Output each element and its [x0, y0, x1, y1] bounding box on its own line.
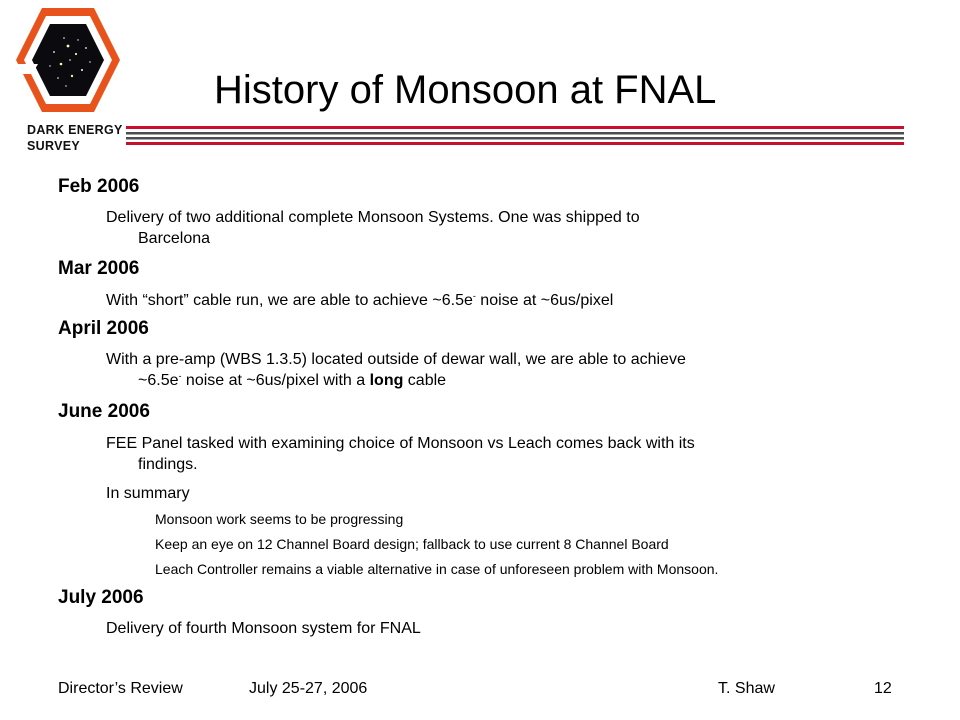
footer-event: Director’s Review [58, 680, 183, 697]
footer-author: T. Shaw [718, 680, 775, 697]
bullet-july-2006: Delivery of fourth Monsoon system for FNAL [106, 620, 421, 637]
section-heading-june-2006: June 2006 [58, 401, 150, 422]
dark-energy-survey-logo [6, 4, 124, 116]
bullet-mar-2006 [106, 290, 906, 311]
bullet-fragment: ~6.5e [138, 372, 179, 389]
section-heading-july-2006: July 2006 [58, 587, 144, 608]
logo-wordmark [27, 122, 123, 154]
section-heading-feb-2006: Feb 2006 [58, 176, 140, 197]
bullet-fragment: cable [403, 372, 447, 389]
logo-line-2: SURVEY [27, 139, 80, 153]
bullet-text-end: noise at ~6us/pixel [475, 292, 614, 309]
superscript-minus: - [472, 291, 476, 301]
bullet-april-2006 [106, 349, 906, 391]
bullet-feb-2006 [106, 207, 906, 249]
footer-date: July 25-27, 2006 [249, 680, 368, 697]
sub-bullet-leach-controller: Leach Controller remains a viable alternative in case of unforeseen problem with Monsoon. [155, 561, 719, 577]
bullet-text: FEE Panel tasked with examining choice of Monsoon vs Leach comes back with its [106, 435, 695, 452]
bullet-text-continued [106, 370, 906, 391]
bullet-fragment: noise at ~6us/pixel with a [181, 372, 370, 389]
bullet-text: With “short” cable run, we are able to achieve ~6.5e [106, 292, 473, 309]
bullet-text: Delivery of two additional complete Monsoon Systems. One was shipped to [106, 209, 640, 226]
sub-bullet-monsoon-progress: Monsoon work seems to be progressing [155, 511, 404, 527]
bullet-text-continued: findings. [138, 456, 198, 473]
header-rule [126, 125, 904, 147]
bullet-june-2006 [106, 433, 906, 475]
bullet-text-continued: Barcelona [138, 230, 211, 247]
superscript-minus: - [178, 371, 182, 381]
section-heading-mar-2006: Mar 2006 [58, 258, 140, 279]
bullet-in-summary: In summary [106, 485, 190, 502]
slide-title: History of Monsoon at FNAL [214, 68, 717, 112]
logo-line-1: DARK ENERGY [27, 123, 123, 137]
bullet-text: With a pre-amp (WBS 1.3.5) located outside of dewar wall, we are able to achieve [106, 351, 686, 368]
section-heading-april-2006: April 2006 [58, 318, 149, 339]
footer-page-number: 12 [874, 680, 892, 697]
emphasis-long: long [369, 372, 404, 389]
sub-bullet-channel-board: Keep an eye on 12 Channel Board design; fallback to use current 8 Channel Board [155, 536, 669, 552]
